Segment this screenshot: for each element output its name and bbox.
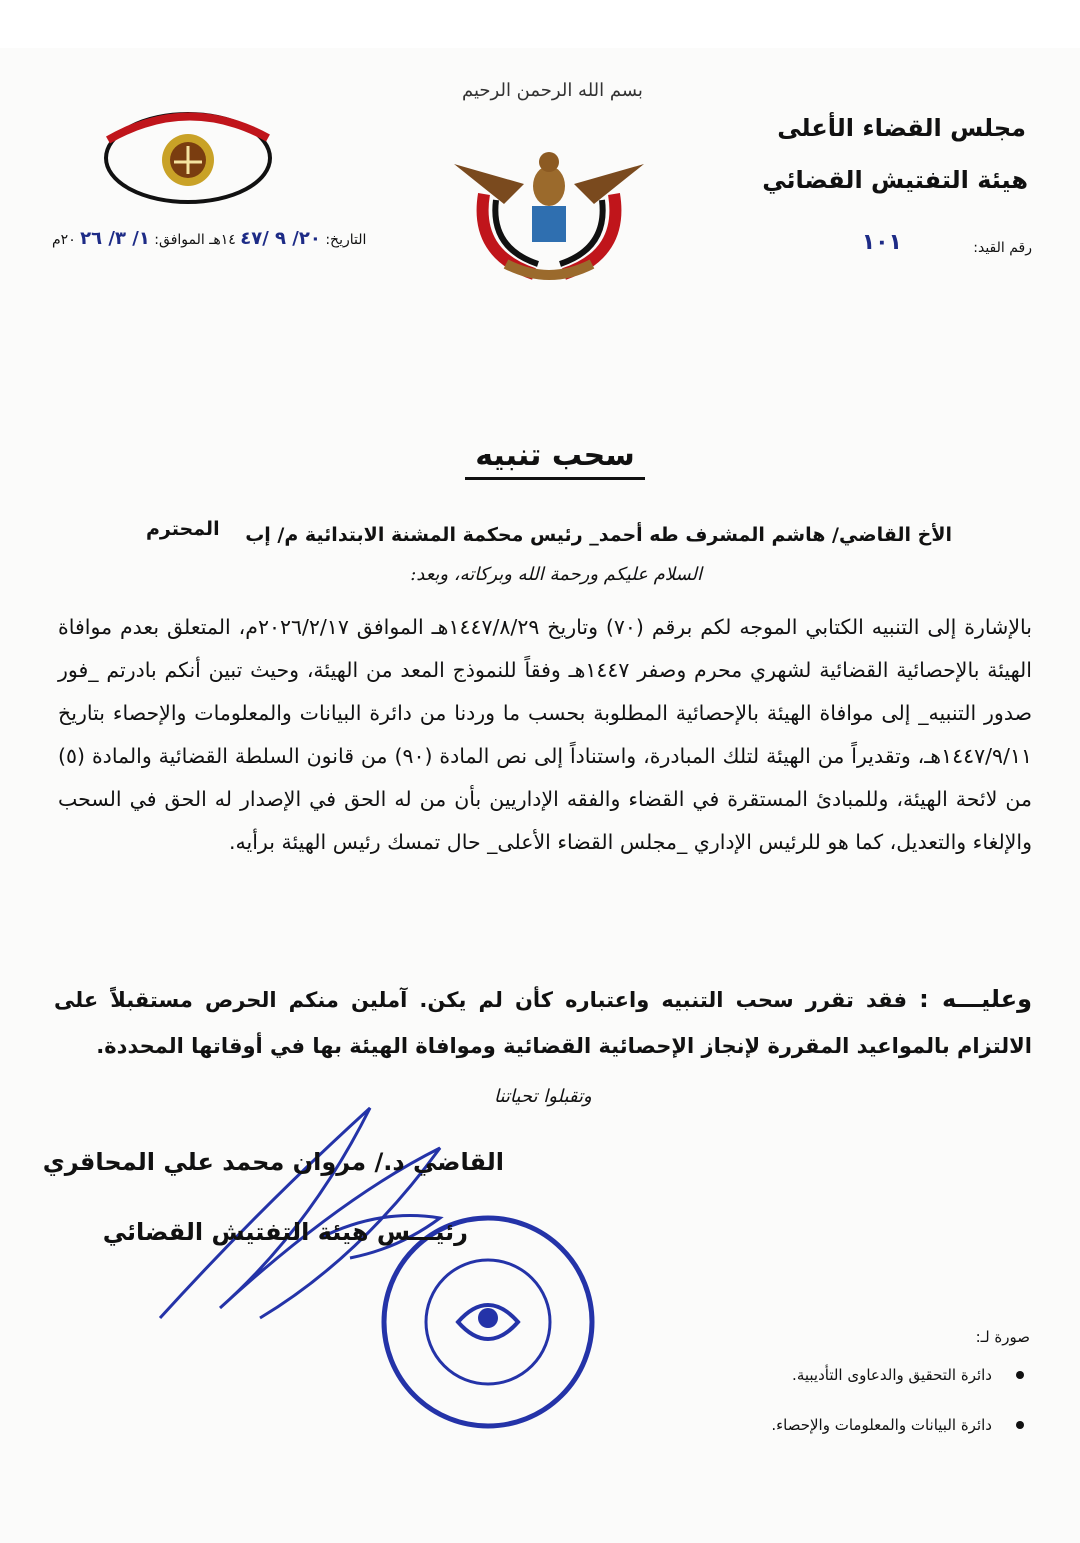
gregorian-date: ١/ ٣/ ٢٦	[80, 228, 150, 249]
honorific: المحترم	[146, 518, 220, 540]
addressee: الأخ القاضي/ هاشم المشرف طه أحمد_ رئيس محكمة المشنة الابتدائية م/ إب	[245, 524, 952, 546]
cc-label: صورة لـ:	[975, 1328, 1030, 1346]
title-text: سحب تنبيه	[465, 438, 645, 480]
bullet-icon	[1016, 1371, 1024, 1379]
list-item	[771, 1360, 1032, 1410]
document-title	[0, 438, 1080, 473]
yemen-emblem-icon	[444, 114, 654, 294]
decision-lead: وعليـــه :	[919, 985, 1033, 1013]
signatory-title: رئيـــس هيئة التفتيش القضائي	[102, 1218, 468, 1246]
letter-page	[0, 48, 1080, 1543]
authority-name: هيئة التفتيش القضائي	[762, 166, 1028, 194]
letter-body: بالإشارة إلى التنبيه الكتابي الموجه لكم برقم (٧٠) وتاريخ ١٤٤٧/٨/٢٩هـ الموافق ٢٠٢٦/٢/١٧م، المتعلق بعدم موافاة الهيئة بالإحصائية القضائية لشهري محرم وصفر ١٤٤٧هـ وفقاً للنموذج المعد من الهيئة، وحيث تبين أنكم بادرتم _فور صدور التنبيه_ إلى موافاة الهيئة بالإحصائية المطلوبة بحسب ما وردنا من دائرة البيانات والمعلومات والإحصاء بتاريخ ١٤٤٧/٩/١١هـ، وتقديراً من الهيئة لتلك المبادرة، واستناداً إلى نص المادة (٩٠) من قانون السلطة القضائية والمادة (٥) من لائحة الهيئة، وللمبادئ المستقرة في القضاء والفقه الإداريين بأن من له الحق في الإصدار له الحق في السحب والإلغاء والتعديل، كما هو للرئيس الإداري _مجلس القضاء الأعلى_ حال تمسك رئيس الهيئة برأيه.	[58, 615, 1032, 854]
decision-text: فقد تقرر سحب التنبيه واعتباره كأن لم يكن. آملين منكم الحرص مستقبلاً على الالتزام بالمواعيد المقررة لإنجاز الإحصائية القضائية وموافاة الهيئة بها في أوقاتها المحددة.	[54, 988, 1032, 1058]
basmala: بسم الله الرحمن الرحيم	[462, 80, 643, 101]
signatory-name: القاضي د./ مروان محمد علي المحاقري	[42, 1148, 504, 1176]
date-line	[52, 228, 366, 249]
closing: وتقبلوا تحياتنا	[494, 1086, 592, 1107]
inspection-authority-logo	[88, 100, 283, 240]
hijri-date: ٢٠/ ٩ /٤٧	[240, 228, 321, 249]
reference-number: ١٠١	[861, 230, 902, 255]
handwritten-signature	[140, 1088, 530, 1328]
list-item	[771, 1410, 1032, 1460]
cc-item-text: دائرة التحقيق والدعاوى التأديبية.	[792, 1366, 992, 1384]
cc-list	[771, 1360, 1032, 1460]
date-label: التاريخ:	[325, 232, 367, 248]
gregorian-suffix: ٢٠م	[52, 232, 76, 248]
greeting: السلام عليكم ورحمة الله وبركاته، وبعد:	[410, 564, 702, 585]
reference-label: رقم القيد:	[973, 240, 1032, 256]
bullet-icon	[1016, 1421, 1024, 1429]
agree-label: الموافق:	[154, 232, 205, 248]
council-name: مجلس القضاء الأعلى	[777, 114, 1026, 142]
decision-paragraph	[54, 976, 1032, 1069]
hijri-suffix: ١٤هـ	[209, 232, 236, 248]
cc-item-text: دائرة البيانات والمعلومات والإحصاء.	[771, 1416, 992, 1434]
